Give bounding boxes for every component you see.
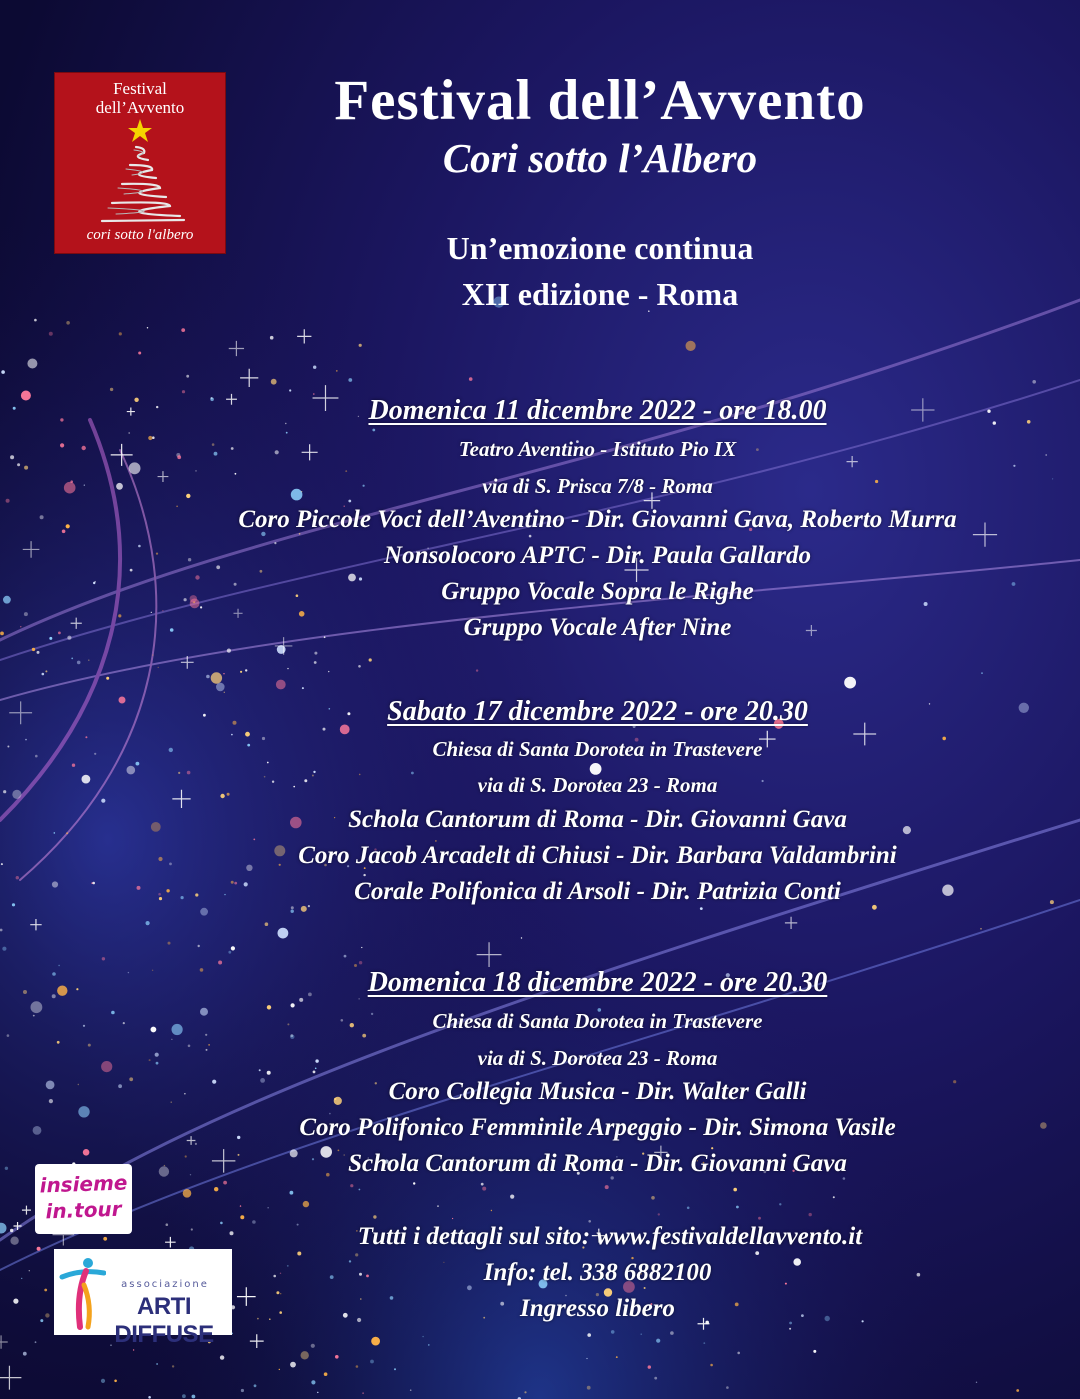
logo-title-line2: dell’Avvento [95, 98, 185, 117]
arti-association-label: associazione [121, 1279, 209, 1290]
event-3-address: via di S. Dorotea 23 - Roma [477, 1046, 718, 1070]
logo-title-line1: Festival [113, 79, 167, 98]
phone-info: Info: tel. 338 6882100 [483, 1259, 712, 1286]
sub-title: Cori sotto l’Albero [442, 135, 758, 181]
arti-diffuse-logo [54, 1249, 232, 1348]
event-3-choir: Coro Polifonico Femminile Arpeggio - Dir. Simona Vasile [299, 1114, 896, 1141]
insieme-line2: in.tour [45, 1196, 122, 1224]
event-3-choir: Coro Collegia Musica - Dir. Walter Galli [388, 1078, 807, 1105]
event-1-choir: Gruppo Vocale Sopra le Righe [441, 578, 754, 605]
event-2-choir: Coro Jacob Arcadelt di Chiusi - Dir. Barbara Valdambrini [298, 842, 897, 869]
event-1-choir: Gruppo Vocale After Nine [463, 614, 732, 641]
event-2-address: via di S. Dorotea 23 - Roma [477, 773, 718, 797]
event-2-venue: Chiesa di Santa Dorotea in Trastevere [432, 737, 763, 761]
tagline-emotion: Un’emozione continua [446, 230, 754, 266]
website-info: Tutti i dettagli sul sito: www.festivaldellavvento.it [357, 1223, 863, 1250]
christmas-tree-icon [90, 117, 190, 229]
event-1-address: via di S. Prisca 7/8 - Roma [482, 474, 713, 498]
event-2-choir: Schola Cantorum di Roma - Dir. Giovanni Gava [348, 806, 847, 833]
event-2-date: Sabato 17 dicembre 2022 - ore 20.30 [387, 696, 808, 727]
arti-name: ARTI DIFFUSE [114, 1293, 214, 1348]
event-3-date: Domenica 18 dicembre 2022 - ore 20.30 [367, 967, 828, 998]
event-1-date: Domenica 11 dicembre 2022 - ore 18.00 [368, 395, 827, 426]
tagline-edition: XII edizione - Roma [461, 276, 739, 312]
free-entry: Ingresso libero [520, 1295, 675, 1322]
main-title: Festival dell’Avvento [334, 69, 866, 132]
insieme-in-tour-logo [35, 1164, 132, 1234]
event-3-choir: Schola Cantorum di Roma - Dir. Giovanni Gava [348, 1150, 847, 1177]
event-2-choir: Corale Polifonica di Arsoli - Dir. Patrizia Conti [354, 878, 841, 905]
event-3-venue: Chiesa di Santa Dorotea in Trastevere [432, 1009, 763, 1033]
event-1-choir: Nonsolocoro APTC - Dir. Paula Gallardo [384, 542, 811, 569]
logo-subtitle: cori sotto l'albero [86, 227, 194, 243]
event-1-venue: Teatro Aventino - Istituto Pio IX [458, 437, 737, 461]
insieme-line1: insieme [39, 1170, 128, 1198]
event-1-choir: Coro Piccole Voci dell’Aventino - Dir. Giovanni Gava, Roberto Murra [238, 506, 957, 533]
